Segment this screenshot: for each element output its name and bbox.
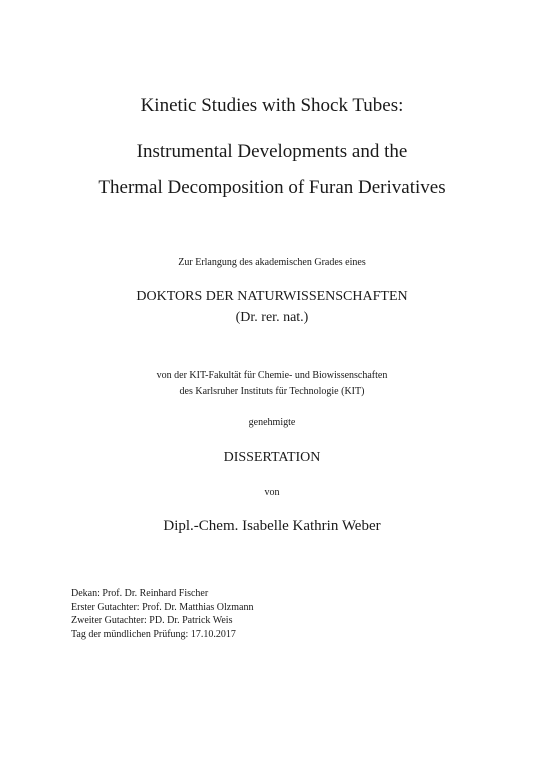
degree-intro: Zur Erlangung des akademischen Grades eines [178, 257, 366, 268]
committee-first-reviewer: Erster Gutachter: Prof. Dr. Matthias Olzmann [71, 601, 254, 613]
thesis-title-line-3: Thermal Decomposition of Furan Derivatives [98, 177, 446, 198]
committee-exam-date: Tag der mündlichen Prüfung: 17.10.2017 [71, 628, 236, 640]
committee-second-reviewer: Zweiter Gutachter: PD. Dr. Patrick Weis [71, 615, 233, 627]
committee-block [71, 587, 253, 641]
thesis-title-line-2: Instrumental Developments and the [136, 141, 408, 162]
thesis-title-line-1: Kinetic Studies with Shock Tubes: [140, 95, 404, 116]
by-label: von [264, 487, 280, 498]
author-name: Dipl.-Chem. Isabelle Kathrin Weber [163, 518, 381, 534]
institute-line: des Karlsruher Instituts für Technologie (KIT) [179, 386, 365, 397]
degree-name: DOKTORS DER NATURWISSENSCHAFTEN [136, 289, 408, 304]
approved-label: genehmigte [248, 417, 296, 428]
degree-abbreviation: (Dr. rer. nat.) [235, 310, 309, 325]
faculty-line: von der KIT-Fakultät für Chemie- und Biowissenschaften [156, 370, 388, 381]
committee-dean: Dekan: Prof. Dr. Reinhard Fischer [71, 588, 209, 599]
dissertation-label: DISSERTATION [223, 450, 321, 465]
